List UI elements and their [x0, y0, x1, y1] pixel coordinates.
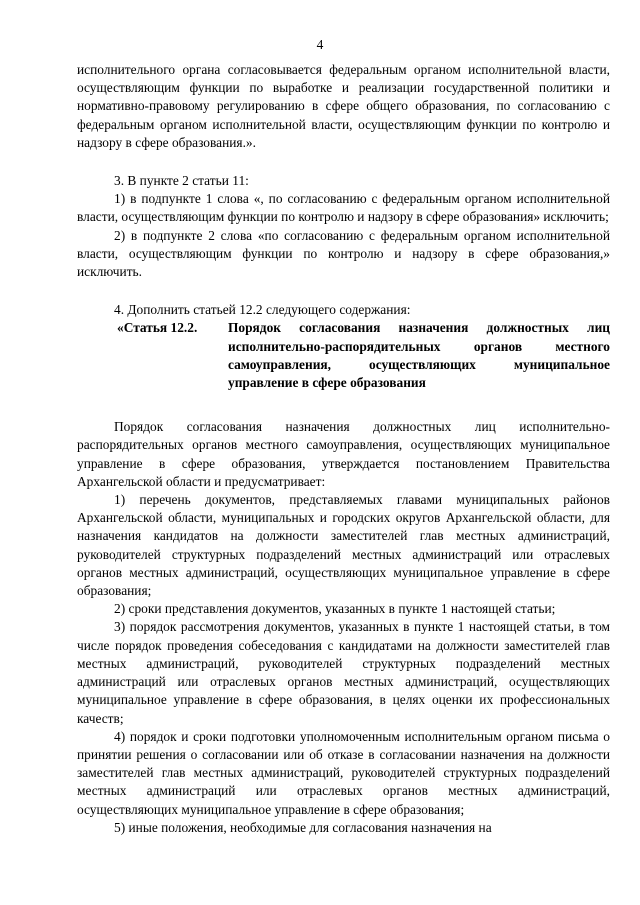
article-title: Порядок согласования назначения должностных лиц исполнительно-распорядительных органов местного самоуправления, осуществляющих муниципальное управление в сфере образования	[228, 320, 610, 391]
item-4-heading: 4. Дополнить статьей 12.2 следующего содержания:	[114, 302, 411, 318]
article-point-2: 2) сроки представления документов, указанных в пункте 1 настоящей статьи;	[114, 601, 556, 617]
article-point-3: 3) порядок рассмотрения документов, указанных в пункте 1 настоящей статьи, в том числе порядок проведения собеседования с кандидатами на должности заместителей глав местных администраций, руководителей структурных подразделений местных администраций или отраслевых органов местных администраций, осуществляющих муниципальное управление в сфере образования, в целях оценки их профессиональных качеств;	[77, 619, 610, 726]
article-number: «Статья 12.2.	[117, 320, 198, 336]
page-number: 4	[316, 37, 324, 52]
item-3-subpoint-1: 1) в подпункте 1 слова «, по согласованию с федеральным органом исполнительной власти, осуществляющим функции по контролю и надзору в сфере образования» исключить;	[77, 191, 610, 225]
article-point-4: 4) порядок и сроки подготовки уполномоченным исполнительным органом письма о принятии решения о согласовании или об отказе в согласовании назначения на должности заместителей глав местных администраций, руководителей структурных подразделений местных администраций или отраслевых органов местных администраций, осуществляющих муниципальное управление в сфере образования;	[77, 728, 610, 817]
article-heading	[117, 319, 610, 392]
item-3-subpoint-2: 2) в подпункте 2 слова «по согласованию с федеральным органом исполнительной власти, осуществляющим функции по контролю и надзору в сфере образования,» исключить.	[77, 227, 610, 280]
article-intro: Порядок согласования назначения должностных лиц исполнительно-распорядительных органов местного самоуправления, осуществляющих муниципальное управление в сфере образования, утверждается постановлением Правительства Архангельской области и предусматривает:	[77, 419, 610, 489]
article-point-1: 1) перечень документов, представляемых главами муниципальных районов Архангельской области, муниципальных и городских округов Архангельской области, для назначения кандидатов на должности заместителей глав местных администраций, руководителей структурных подразделений местных администраций или отраслевых органов местных администраций, осуществляющих муниципальное управление в сфере образования;	[77, 492, 610, 599]
document-body	[77, 61, 610, 837]
paragraph-continuation: исполнительного органа согласовывается федеральным органом исполнительной власти, осуществляющим функции по выработке и реализации государственной политики и нормативно-правовому регулированию в сфере общего образования, по согласованию с федеральным органом исполнительной власти, осуществляющим функции по контролю и надзору в сфере образования.».	[77, 62, 610, 150]
article-point-5: 5) иные положения, необходимые для согласования назначения на	[114, 819, 492, 835]
item-3-heading: 3. В пункте 2 статьи 11:	[114, 173, 249, 189]
